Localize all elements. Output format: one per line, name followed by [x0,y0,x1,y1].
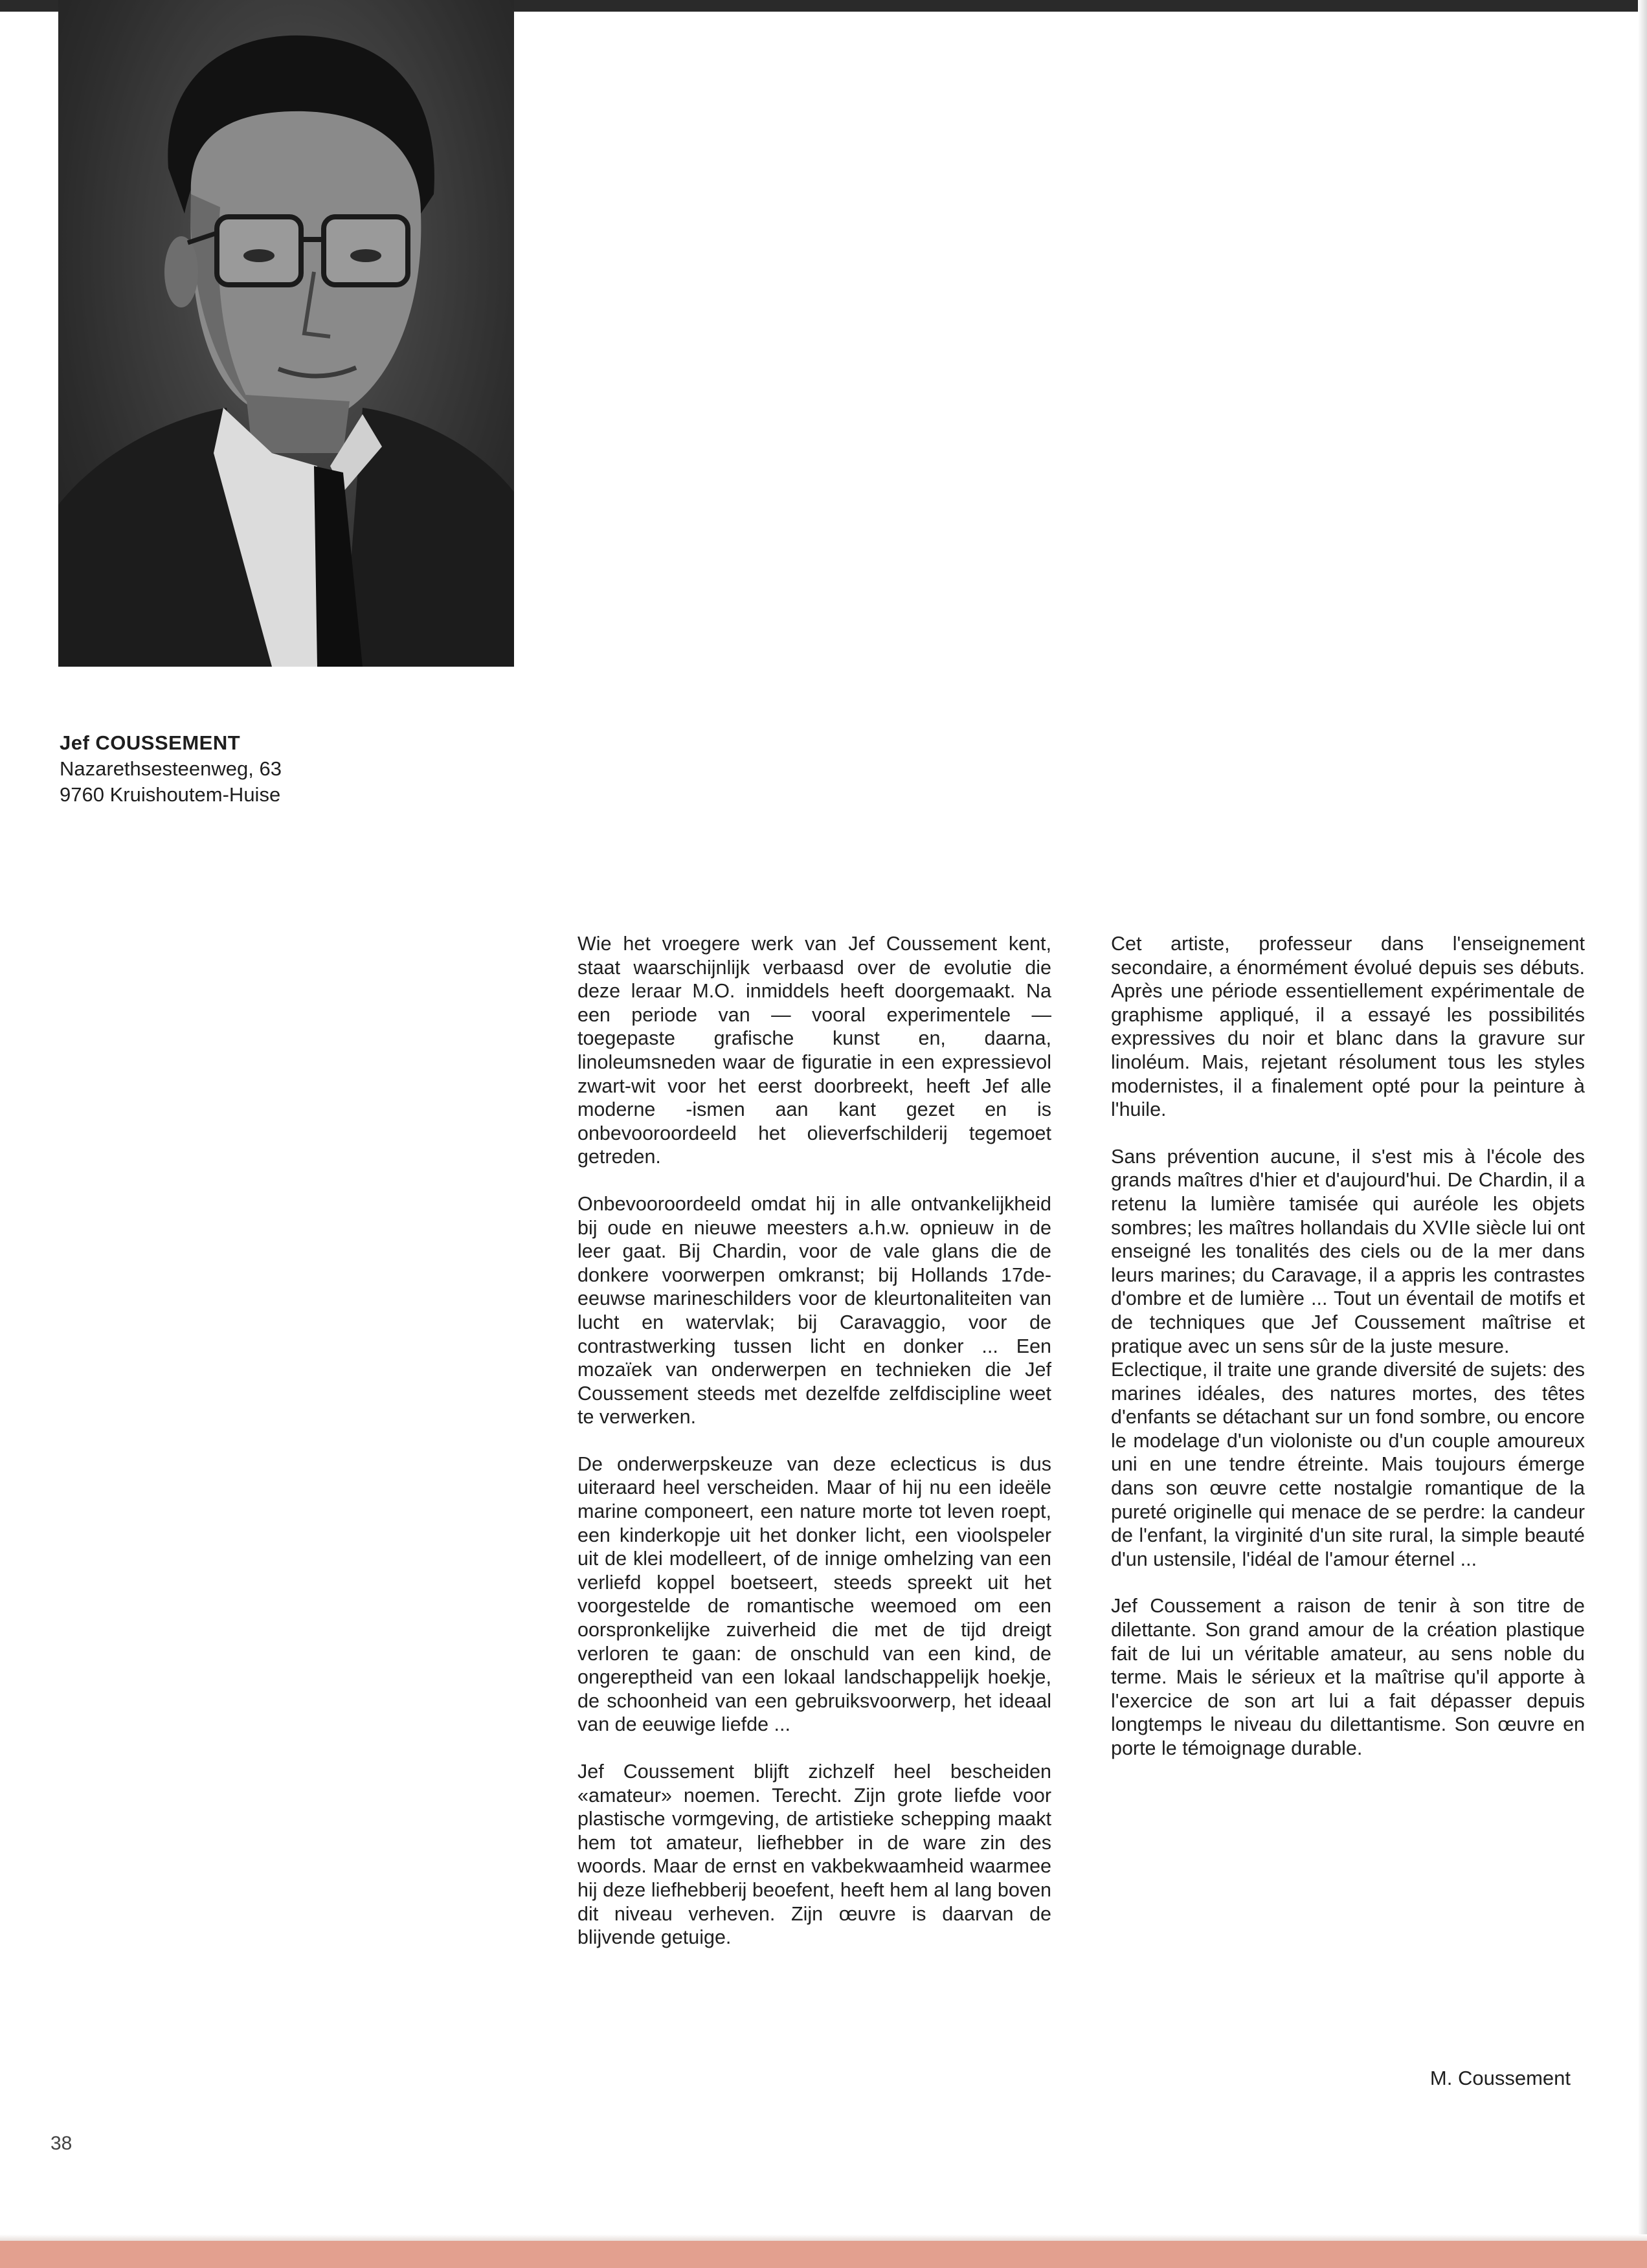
scan-bottom-shadow [0,2234,1647,2241]
page-number: 38 [50,2133,73,2154]
artist-city: 9760 Kruishoutem-Huise [60,783,281,806]
artist-street: Nazarethsesteenweg, 63 [60,757,282,780]
dutch-paragraph: De onderwerpskeuze van deze eclecticus is dus uiteraard heel verscheiden. Maar of hij nu een ideële marine componeert, een nature morte tot leven roept, een kinderkopje uit het donker licht, een vioolspeler uit de klei modelleert, of de innige omhelzing van een verliefd koppel boetseert, steeds spreekt uit het voorgestelde de romantische weemoed om een oorspronkelijke zuiverheid die met de tijd dreigt verloren te gaan: de onschuld van een kind, de ongereptheid van een lokaal landschappelijk hoekje, de schoonheid van een gebruiksvoorwerp, het ideaal van de eeuwige liefde ... [577,1452,1051,1736]
artist-address-block [60,730,282,808]
french-text-column [1111,932,1585,1784]
scan-right-edge [1638,0,1647,2268]
scan-bottom-edge [0,2241,1647,2268]
dutch-paragraph: Onbevooroordeeld omdat hij in alle ontvankelijkheid bij oude en nieuwe meesters a.h.w. opnieuw in de leer gaat. Bij Chardin, voor de vale glans die de donkere voorwerpen omkranst; bij Hollands 17de-eeuwse marineschilders voor de kleurtonaliteiten van lucht en watervlak; bij Caravaggio, voor de contrastwerking tussen licht en donker ... Een mozaïek van onderwerpen en technieken die Jef Coussement steeds met dezelfde zelfdiscipline weet te verwerken. [577,1192,1051,1429]
artist-name: Jef COUSSEMENT [60,731,241,754]
artist-portrait-photo [58,0,514,667]
french-paragraph: Cet artiste, professeur dans l'enseignement secondaire, a énormément évolué depuis ses débuts. Après une période essentiellement expérimentale de graphisme appliqué, il a essayé les possibilités expressives du noir et blanc dans la gravure sur linoléum. Mais, rejetant résolument tous les styles modernistes, il a finalement opté pour la peinture à l'huile. [1111,933,1585,1121]
french-paragraph: Sans prévention aucune, il s'est mis à l'école des grands maîtres d'hier et d'aujourd'hui. De Chardin, il a retenu la lumière tamisée qui auréole les objets sombres; les maîtres hollandais du XVIIe siècle lui ont enseigné les tonalités des ciels ou de la mer dans leurs marines; du Caravage, il a appris les contrastes d'ombre et de lumière ... Tout un éventail de motifs et de techniques que Jef Coussement maîtrise et pratique avec un sens sûr de la juste mesure. [1111,1145,1585,1357]
dutch-paragraph: Wie het vroegere werk van Jef Coussement kent, staat waarschijnlijk verbaasd over de evolutie die deze leraar M.O. inmiddels heeft doorgemaakt. Na een periode van — vooral experimentele — toegepaste grafische kunst en, daarna, linoleumsneden waar de figuratie in een expressievol zwart-wit voor het eerst doorbreekt, heeft Jef alle moderne -ismen aan kant gezet en is onbevooroordeeld het olieverfschilderij tegemoet getreden. [577,933,1051,1168]
dutch-paragraph: Jef Coussement blijft zichzelf heel bescheiden «amateur» noemen. Terecht. Zijn grote liefde voor plastische vormgeving, de artistieke schepping maakt hem tot amateur, liefhebber in de ware zin des woords. Maar de ernst en vakbekwaamheid waarmee hij deze liefhebberij beoefent, heeft hem al lang boven dit niveau verheven. Zijn œuvre is daarvan de blijvende getuige. [577,1761,1051,1949]
french-paragraph: Eclectique, il traite une grande diversité de sujets: des marines idéales, des natures mortes, des têtes d'enfants se détachant sur un fond sombre, ou encore le modelage d'un violoniste ou d'un couple amoureux uni en une tendre étreinte. Mais toujours émerge dans son œuvre cette nostalgie romantique de la pureté originelle qui menace de se perdre: la candeur de l'enfant, la virginité d'un site rural, la simple beauté d'un ustensile, l'idéal de l'amour éternel ... [1111,1359,1585,1570]
dutch-text-column [577,932,1051,1973]
author-signature: M. Coussement [1429,2067,1571,2089]
french-paragraph: Jef Coussement a raison de tenir à son titre de dilettante. Son grand amour de la création plastique fait de lui un véritable amateur, au sens noble du terme. Mais le sérieux et la maîtrise qu'il apporte à l'exercice de son art lui a fait dépasser depuis longtemps le niveau du dilettantisme. Son œuvre en porte le témoignage durable. [1111,1595,1585,1759]
